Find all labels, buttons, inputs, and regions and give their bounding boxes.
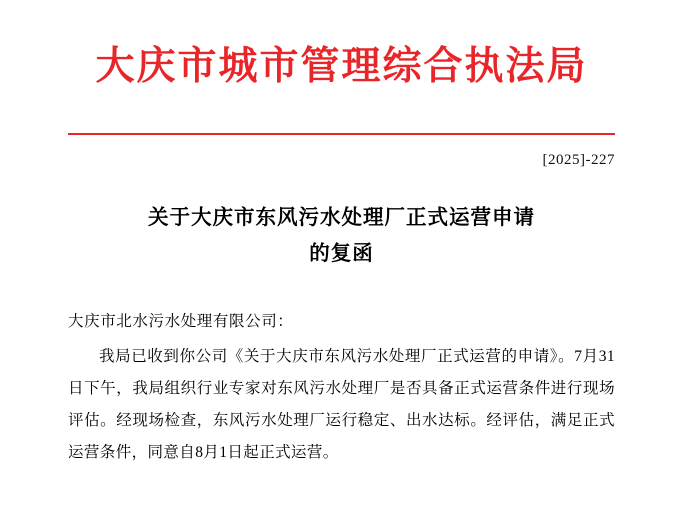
document-number: [2025]-227 xyxy=(542,152,615,169)
document-body xyxy=(68,341,615,470)
document-title-line-2: 的复函 xyxy=(309,242,374,265)
letterhead xyxy=(68,0,615,90)
document-title xyxy=(68,201,615,273)
recipient-line: 大庆市北水污水处理有限公司： xyxy=(68,312,294,330)
body-paragraph: 我局已收到你公司《关于大庆市东风污水处理厂正式运营的申请》。7月31日下午，我局组织行业专家对东风污水处理厂是否具备正式运营条件进行现场评估。经现场检查，东风污水处理厂运行稳定、出水达标。经评估，满足正式运营条件，同意自8月1日起正式运营。 xyxy=(68,347,615,462)
document-title-line-1: 关于大庆市东风污水处理厂正式运营申请 xyxy=(148,207,535,230)
letterhead-title: 大庆市城市管理综合执法局 xyxy=(95,45,588,88)
letterhead-divider xyxy=(68,133,615,135)
